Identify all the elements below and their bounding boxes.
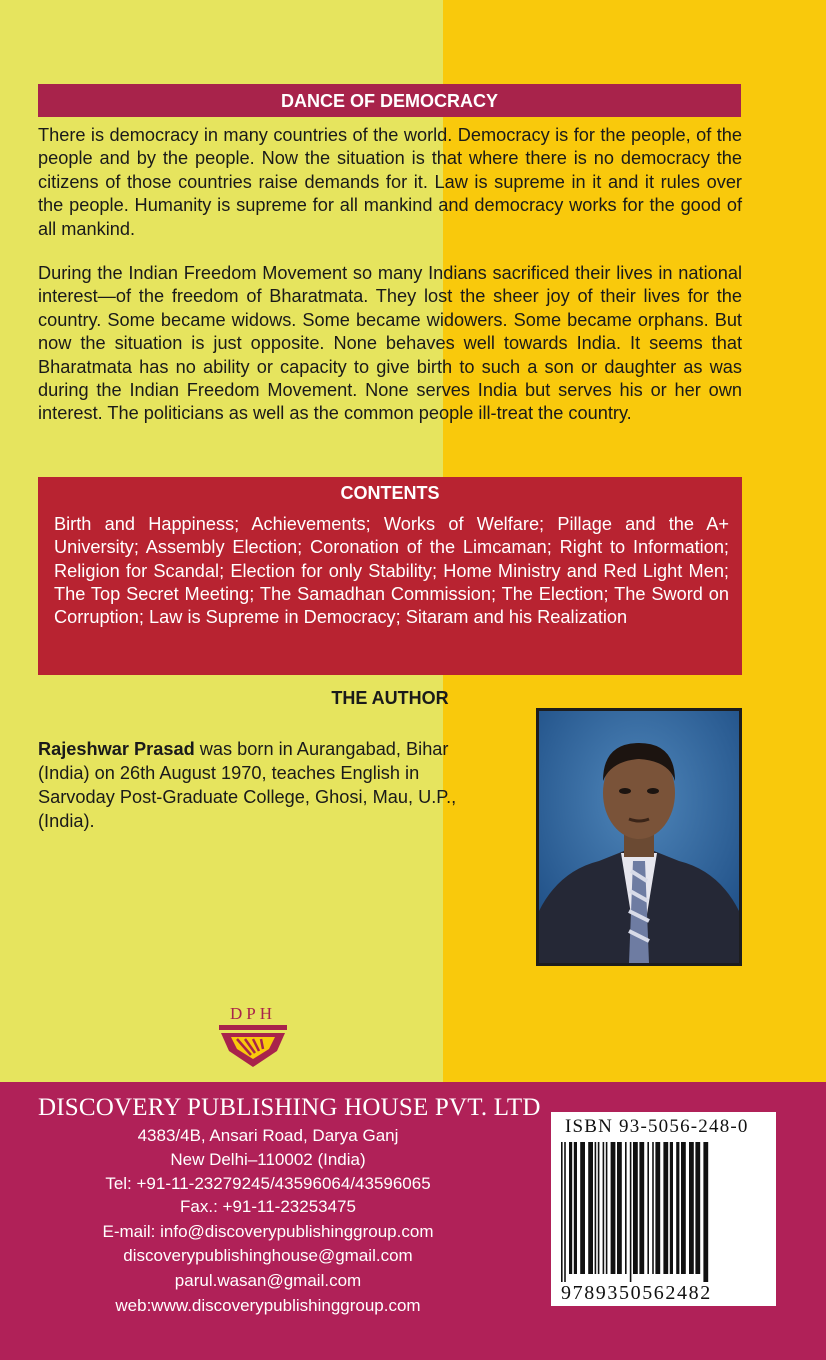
author-portrait-image: [539, 711, 739, 963]
barcode-bar: [569, 1142, 572, 1274]
barcode-bar: [676, 1142, 679, 1274]
barcode-bar: [564, 1142, 566, 1282]
barcode-bar: [603, 1142, 605, 1274]
publisher-email-3: parul.wasan@gmail.com: [174, 1271, 362, 1290]
publisher-email-1: E-mail: info@discoverypublishinggroup.com: [102, 1222, 434, 1241]
publisher-address-2: New Delhi–110002 (India): [170, 1150, 366, 1169]
author-name: Rajeshwar Prasad: [38, 739, 195, 759]
contents-heading: CONTENTS: [340, 483, 440, 503]
logo-text: DPH: [229, 1004, 277, 1023]
contents-list: Birth and Happiness; Achievements; Works of Welfare; Pillage and the A+ University; Assembly Election; Coronation of the Limcaman; Right to Information; Religion for Scandal; Election for only Stability; Home Ministry and Red Light Men; The Top Secret Meeting; The Samadhan Commission; The Election; The Sword on Corruption; Law is Supreme in Democracy; Sitaram and his Realization: [54, 514, 729, 628]
author-heading: THE AUTHOR: [331, 688, 449, 708]
publisher-website: web:www.discoverypublishinggroup.com: [115, 1296, 421, 1315]
barcode-bar: [611, 1142, 616, 1274]
barcode-bar: [580, 1142, 585, 1274]
barcode-bar: [695, 1142, 700, 1274]
barcode-bars-icon: [559, 1142, 768, 1282]
contents-box: [38, 477, 742, 675]
barcode-bar: [617, 1142, 622, 1274]
barcode-bar: [670, 1142, 673, 1274]
barcode-bar: [606, 1142, 608, 1274]
barcode-bar: [703, 1142, 708, 1282]
publisher-address-1: 4383/4B, Ansari Road, Darya Ganj: [137, 1126, 399, 1145]
author-bio: [38, 737, 478, 833]
barcode-panel: [551, 1112, 776, 1306]
description-paragraph-1: There is democracy in many countries of the world. Democracy is for the people, of the people and by the people. Now the situation is that where there is no democracy the citizens of those countries raise demands for it. Law is supreme in it and it rules over the people. Humanity is supreme for all mankind and democracy works for the good of all mankind.: [38, 125, 742, 239]
author-photo: [536, 708, 742, 966]
barcode-bar: [633, 1142, 638, 1274]
barcode-bar: [663, 1142, 668, 1274]
barcode-bar: [588, 1142, 593, 1274]
publisher-tel: Tel: +91-11-23279245/43596064/43596065: [105, 1174, 431, 1193]
barcode-bar: [595, 1142, 597, 1274]
barcode-bar: [652, 1142, 654, 1274]
isbn-label: ISBN 93-5056-248-0: [565, 1116, 749, 1137]
barcode-bar: [647, 1142, 649, 1274]
barcode-bar: [639, 1142, 644, 1274]
barcode-bar: [598, 1142, 600, 1274]
barcode-bar: [630, 1142, 632, 1282]
publisher-name: DISCOVERY PUBLISHING HOUSE PVT. LTD: [38, 1094, 541, 1121]
barcode-number: 9789350562482: [561, 1282, 712, 1304]
book-title-bar: DANCE OF DEMOCRACY: [38, 84, 741, 117]
barcode-bar: [655, 1142, 660, 1274]
barcode-bar: [574, 1142, 577, 1274]
barcode-bar: [561, 1142, 563, 1282]
barcode-bar: [681, 1142, 686, 1274]
description-paragraph-2: During the Indian Freedom Movement so many Indians sacrificed their lives in national interest—of the freedom of Bharatmata. They lost the sheer joy of their lives for the country. Some became widows. Some became widowers. Some became orphans. But now the situation is just opposite. None behaves well towards India. It seems that Bharatmata has no ability or capacity to give birth to such a son or daughter as was during the Indian Freedom Movement. None serves India but serves his or her own interest. The politicians as well as the common people ill-treat the country.: [38, 263, 742, 424]
book-logo-icon: [217, 1003, 289, 1069]
barcode-bar: [689, 1142, 694, 1274]
author-bio-text: was born in Aurangabad, Bihar (India) on 26th August 1970, teaches English in Sarvoday Post-Graduate College, Ghosi, Mau, U.P., (India).: [38, 739, 457, 831]
barcode-bar: [625, 1142, 627, 1274]
publisher-fax: Fax.: +91-11-23253475: [180, 1197, 356, 1216]
publisher-email-2: discoverypublishinghouse@gmail.com: [123, 1246, 413, 1265]
